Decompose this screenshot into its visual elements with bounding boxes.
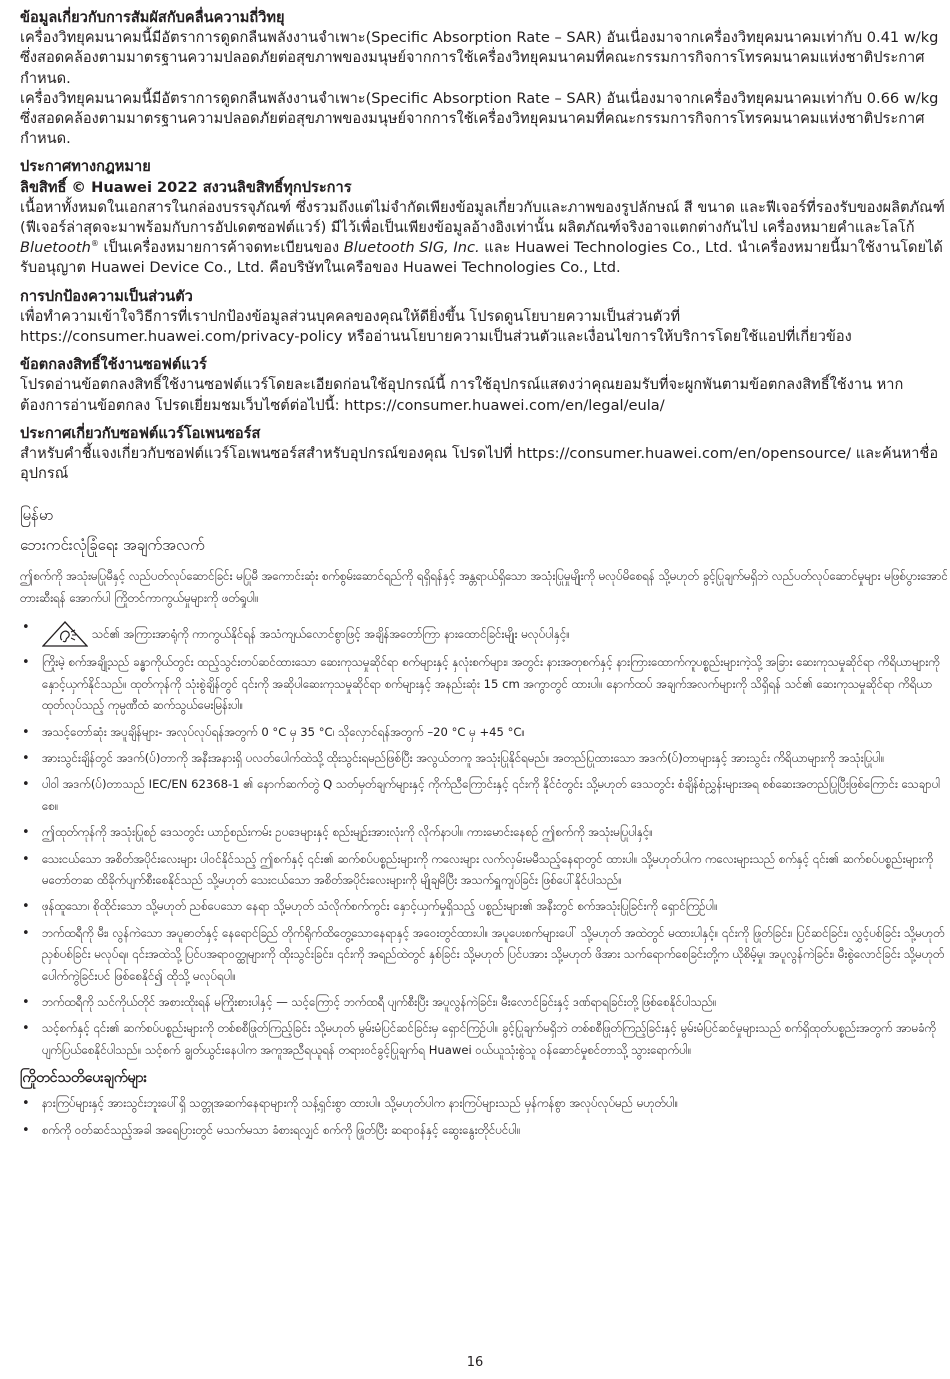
page-number: 16 <box>466 1355 484 1370</box>
privacy-title: การปกป้องความเป็นส่วนตัว <box>20 287 193 305</box>
language-heading: မြန်မာ <box>20 506 54 525</box>
eula-section <box>20 355 950 416</box>
registered-mark: ® <box>90 239 99 249</box>
bt-prefix: เครื่องหมายคำและโลโก้ <box>762 219 915 237</box>
hearing-warning-icon <box>42 621 88 647</box>
privacy-paragraph: เพื่อทำความเข้าใจวิธีการที่เราปกป้องข้อมูลส่วนบุคคลของคุณให้ดียิ่งขึ้น โปรดดูนโยบายความเป็นส่วนตัวที่ https://consumer.huawei.com/privacy-policy หรืออ่านนโยบายความเป็นส่วนตัวและเงื่อนไขการให้บริการโดยใช้แอปที่เกี่ยวข้อง <box>20 307 852 346</box>
safety-intro: ဤစက်ကို အသုံးမပြုမီနှင့် လည်ပတ်လုပ်ဆောင်ခြင်း မပြုမီ အကောင်းဆုံး စက်စွမ်းဆောင်ရည်ကို ရရှိရန်နှင့် အန္တရာယ်ရှိသော အသုံးပြုမှုမျိုးကို မလုပ်မိစေရန် သို့မဟုတ် ခွင့်ပြုချက်မရှိဘဲ လည်ပတ်လုပ်ဆောင်မှုများ မဖြစ်ပွားအောင် တားဆီးရန် အောက်ပါ ကြိုတင်ကာကွယ်မှုများကို ဖတ်ရှုပါ။ <box>20 569 948 605</box>
sar-title: ข้อมูลเกี่ยวกับการสัมผัสกับคลื่นความถี่วิทยุ <box>20 9 285 26</box>
bt-middle: เป็นเครื่องหมายการค้าจดทะเบียนของ <box>98 239 344 257</box>
legal-content-text: เนื้อหาทั้งหมดในเอกสารในกล่องบรรจุภัณฑ์ ซึ่งรวมถึงแต่ไม่จำกัดเพียงข้อมูลเกี่ยวกับและภาพของรูปลักษณ์ สี ขนาด และฟีเจอร์ที่รองรับของผลิตภัณฑ์ (ฟีเจอร์ล่าสุดจะมาพร้อมกับการอัปเดตซอฟต์แวร์) มีไว้เพื่อเป็นเพียงข้อมูลอ้างอิงเท่านั้น ผลิตภัณฑ์จริงอาจแตกต่างกันไป <box>20 198 945 237</box>
list-item: • အသင့်တော်ဆုံး အပူချိန်များ- အလုပ်လုပ်ရန်အတွက် 0 °C မှ 35 °C၊ သိုလှောင်ရန်အတွက် –20 °C မှ +45 °C။ <box>20 722 950 743</box>
opensource-title: ประกาศเกี่ยวกับซอฟต์แวร์โอเพนซอร์ส <box>20 424 261 442</box>
bt-suffix: และ Huawei Technologies Co., Ltd. นำเครื่องหมายนี้มาใช้งานโดยได้รับอนุญาต Huawei Device Co., Ltd. คือบริษัทในเครือของ Huawei Technologies Co., Ltd. <box>20 239 943 277</box>
eula-title: ข้อตกลงสิทธิ์ใช้งานซอฟต์แวร์ <box>20 356 207 374</box>
eula-paragraph: โปรดอ่านข้อตกลงสิทธิ์ใช้งานซอฟต์แวร์โดยละเอียดก่อนใช้อุปกรณ์นี้ การใช้อุปกรณ์แสดงว่าคุณยอมรับที่จะผูกพันตามข้อตกลงสิทธิ์ใช้งาน หากต้องการอ่านข้อตกลง โปรดเยี่ยมชมเว็บไซต์ต่อไปนี้: https://consumer.huawei.com/en/legal/eula/ <box>20 376 904 414</box>
sar-paragraph-1: เครื่องวิทยุคมนาคมนี้มีอัตราการดูดกลืนพลังงานจำเพาะ(Specific Absorption Rate – SAR) อันเนื่องมาจากเครื่องวิทยุคมนาคมเท่ากับ 0.41 w/kg ซึ่งสอดคล้องตามมาตรฐานความปลอดภัยต่อสุขภาพของมนุษย์จากการใช้เครื่องวิทยุคมนาคมที่คณะกรรมการกิจการโทรคมนาคมแห่งชาติประกาศกำหนด. <box>20 29 939 87</box>
bluetooth-sig-name: Bluetooth SIG, Inc. <box>343 239 480 257</box>
list-item: • သင့်စက်နှင့် ၎င်း၏ ဆက်စပ်ပစ္စည်းများကို တစ်စစီဖြုတ်ကြည့်ခြင်း သို့မဟုတ် မွမ်းမံပြင်ဆင်ခြင်းမှ ရှောင်ကြဉ်ပါ။ ခွင့်ပြုချက်မရှိဘဲ တစ်စစီဖြုတ်ကြည့်ခြင်းနှင့် မွမ်းမံပြင်ဆင်မှုများသည် စက်ရှိထုတ်ပစ္စည်းအတွက် အာမခံကို ပျက်ပြယ်စေနိုင်ပါသည်။ သင့်စက် ချွတ်ယွင်းနေပါက အကူအညီရယူရန် တရားဝင်ခွင့်ပြုချက်ရ Huawei ဝယ်ယူသုံးစွဲသူ ဝန်ဆောင်မှုစင်တာသို့ သွားရောက်ပါ။ <box>20 1018 950 1061</box>
precautions-list <box>20 1093 950 1141</box>
list-item <box>20 617 950 647</box>
privacy-section <box>20 287 950 348</box>
thai-section <box>20 8 950 484</box>
sar-section <box>20 8 950 149</box>
legal-paragraph <box>20 198 950 279</box>
legal-section <box>20 157 950 278</box>
opensource-paragraph: สำหรับคำชี้แจงเกี่ยวกับซอฟต์แวร์โอเพนซอร์สสำหรับอุปกรณ์ของคุณ โปรดไปที่ https://consumer.huawei.com/en/opensource/ และค้นหาชื่ออุปกรณ์ <box>20 445 939 483</box>
bluetooth-name: Bluetooth <box>20 239 91 257</box>
list-item: • ကြိုးမဲ့ စက်အချို့သည် ခန္ဓာကိုယ်တွင်း ထည့်သွင်းတပ်ဆင်ထားသော ဆေးကုသမှုဆိုင်ရာ စက်များနှင့် နှလုံးစက်များ၊ အတွင်း နားအတုစက်နှင့် နားကြားထောက်ကူပစ္စည်းများကဲ့သို့ အခြား ဆေးကုသမှုဆိုင်ရာ ကိရိယာများကို နှောင့်ယှက်နိုင်သည်။ ထုတ်ကုန်ကို သုံးစွဲချိန်တွင် ၎င်းကို အဆိုပါဆေးကုသမှုဆိုင်ရာ စက်များနှင့် အနည်းဆုံး 15 cm အကွာတွင် ထားပါ။ နောက်ထပ် အချက်အလက်များကို သိရှိရန် သင်၏ ဆေးကုသမှုဆိုင်ရာ ကိရိယာထုတ်လုပ်သည့် ကုမ္ပဏီထံ ဆက်သွယ်မေးမြန်းပါ။ <box>20 652 950 716</box>
list-item: • ပါဝါ အဒက်(ပ်)တာသည် IEC/EN 62368-1 ၏ နောက်ဆက်တွဲ Q သတ်မှတ်ချက်များနှင့် ကိုက်ညီကြောင်းနှင့် ၎င်းကို နိုင်ငံတွင်း သို့မဟုတ် ဒေသတွင်း စံချိန်စံညွှန်းများအရ စစ်ဆေးအတည်ပြုပြီးဖြစ်ကြောင်း သေချာပါစေ။ <box>20 774 950 817</box>
opensource-section <box>20 424 950 485</box>
list-item: • ဖုန်ထူသော၊ စိုထိုင်းသော သို့မဟုတ် ညစ်ပေသော နေရာ သို့မဟုတ် သံလိုက်စက်ကွင်း နှောင့်ယှက်မှုရှိသည့် ပစ္စည်းများ၏ အနီးတွင် စက်အသုံးပြုခြင်းကို ရှောင်ကြဉ်ပါ။ <box>20 896 950 917</box>
copyright-line: ลิขสิทธิ์ © Huawei 2022 สงวนลิขสิทธิ์ทุกประการ <box>20 178 352 196</box>
list-item: • စက်ကို ဝတ်ဆင်သည့်အခါ အရေပြားတွင် မသက်မသာ ခံစားရလျှင် စက်ကို ဖြုတ်ပြီး ဆရာဝန်နှင့် ဆွေးနွေးတိုင်ပင်ပါ။ <box>20 1120 950 1141</box>
list-item: • ဘက်ထရီကို မီး၊ လွန်ကဲသော အပူဓာတ်နှင့် နေရောင်ခြည် တိုက်ရိုက်ထိတွေ့သောနေရာနှင့် အဝေးတွင်ထားပါ။ အပူပေးစက်များပေါ် သို့မဟုတ် အထဲတွင် မထားပါနှင့်။ ၎င်းကို ဖြုတ်ခြင်း၊ ပြင်ဆင်ခြင်း၊ လွှင့်ပစ်ခြင်း သို့မဟုတ် ညှစ်ပစ်ခြင်း မလုပ်ရ။ ၎င်းအထဲသို့ ပြင်ပအရာဝတ္ထုများကို ထိုးသွင်းခြင်း၊ ၎င်းကို အရည်ထဲတွင် နှစ်ခြင်း သို့မဟုတ် ပြင်ပအား သို့မဟုတ် ဖိအား သက်ရောက်စေခြင်းတို့က ယိုစိမ့်မှု၊ အပူလွန်ကဲခြင်း၊ မီးစွဲလောင်ခြင်း သို့မဟုတ် ပေါက်ကွဲခြင်းပင် ဖြစ်စေနိုင်၍ ထိုသို့ မလုပ်ရပါ။ <box>20 923 950 987</box>
safety-title: ဘေးကင်းလုံခြုံရေး အချက်အလက် <box>20 536 205 555</box>
legal-title: ประกาศทางกฎหมาย <box>20 158 151 176</box>
sar-paragraph-2: เครื่องวิทยุคมนาคมนี้มีอัตราการดูดกลืนพลังงานจำเพาะ(Specific Absorption Rate – SAR) อันเนื่องมาจากเครื่องวิทยุคมนาคมเท่ากับ 0.66 w/kg ซึ่งสอดคล้องตามมาตรฐานความปลอดภัยต่อสุขภาพของมนุษย์จากการใช้เครื่องวิทยุคมนาคมที่คณะกรรมการกิจการโทรคมนาคมแห่งชาติประกาศกำหนด. <box>20 89 939 148</box>
safety-list <box>20 617 950 1061</box>
list-item: • နားကြပ်များနှင့် အားသွင်းဘူးပေါ်ရှိ သတ္တုအဆက်နေရာများကို သန့်ရှင်းစွာ ထားပါ။ သို့မဟုတ်ပါက နားကြပ်များသည် မှန်ကန်စွာ အလုပ်လုပ်မည် မဟုတ်ပါ။ <box>20 1093 950 1114</box>
list-item: • သေးငယ်သော အစိတ်အပိုင်းလေးများ ပါဝင်နိုင်သည့် ဤစက်နှင့် ၎င်း၏ ဆက်စပ်ပစ္စည်းများကို ကလေးများ လက်လှမ်းမမီသည့်နေရာတွင် ထားပါ။ သို့မဟုတ်ပါက ကလေးများသည် စက်နှင့် ၎င်း၏ ဆက်စပ်ပစ္စည်းများကို မတော်တဆ ထိခိုက်ပျက်စီးစေနိုင်သည် သို့မဟုတ် သေးငယ်သော အစိတ်အပိုင်းလေးများကို မျိုချမိပြီး အသက်ရှူကျပ်ခြင်း ဖြစ်ပေါ်နိုင်ပါသည်။ <box>20 849 950 892</box>
precautions-title: ကြိုတင်သတိပေးချက်များ <box>20 1070 148 1087</box>
myanmar-section <box>20 504 950 1141</box>
list-item: • ဘက်ထရီကို သင်ကိုယ်တိုင် အစားထိုးရန် မကြိုးစားပါနှင့် — သင့်ကြောင့် ဘက်ထရီ ပျက်စီးပြီး အပူလွန်ကဲခြင်း၊ မီးလောင်ခြင်းနှင့် ဒဏ်ရာရခြင်းတို့ ဖြစ်စေနိုင်ပါသည်။ <box>20 992 950 1013</box>
document-page <box>20 8 950 1146</box>
list-item: • အားသွင်းချိန်တွင် အဒက်(ပ်)တာကို အနီးအနားရှိ ပလတ်ပေါက်ထဲသို့ ထိုးသွင်းရမည်ဖြစ်ပြီး အလွယ်တကူ အသုံးပြုနိုင်ရမည်။ အတည်ပြုထားသော အဒက်(ပ်)တာများနှင့် အားသွင်း ကိရိယာများကို အသုံးပြုပါ။ <box>20 748 950 769</box>
list-item-text: • သင်၏ အကြားအာရုံကို ကာကွယ်နိုင်ရန် အသံကျယ်လောင်စွာဖြင့် အချိန်အတော်ကြာ နားထောင်ခြင်းမျိုး မလုပ်ပါနှင့်။ <box>92 626 570 641</box>
list-item: • ဤထုတ်ကုန်ကို အသုံးပြုစဉ် ဒေသတွင်း ယာဉ်စည်းကမ်း ဥပဒေများနှင့် စည်းမျဉ်းအားလုံးကို လိုက်နာပါ။ ကားမောင်းနေစဉ် ဤစက်ကို အသုံးမပြုပါနှင့်။ <box>20 822 950 843</box>
